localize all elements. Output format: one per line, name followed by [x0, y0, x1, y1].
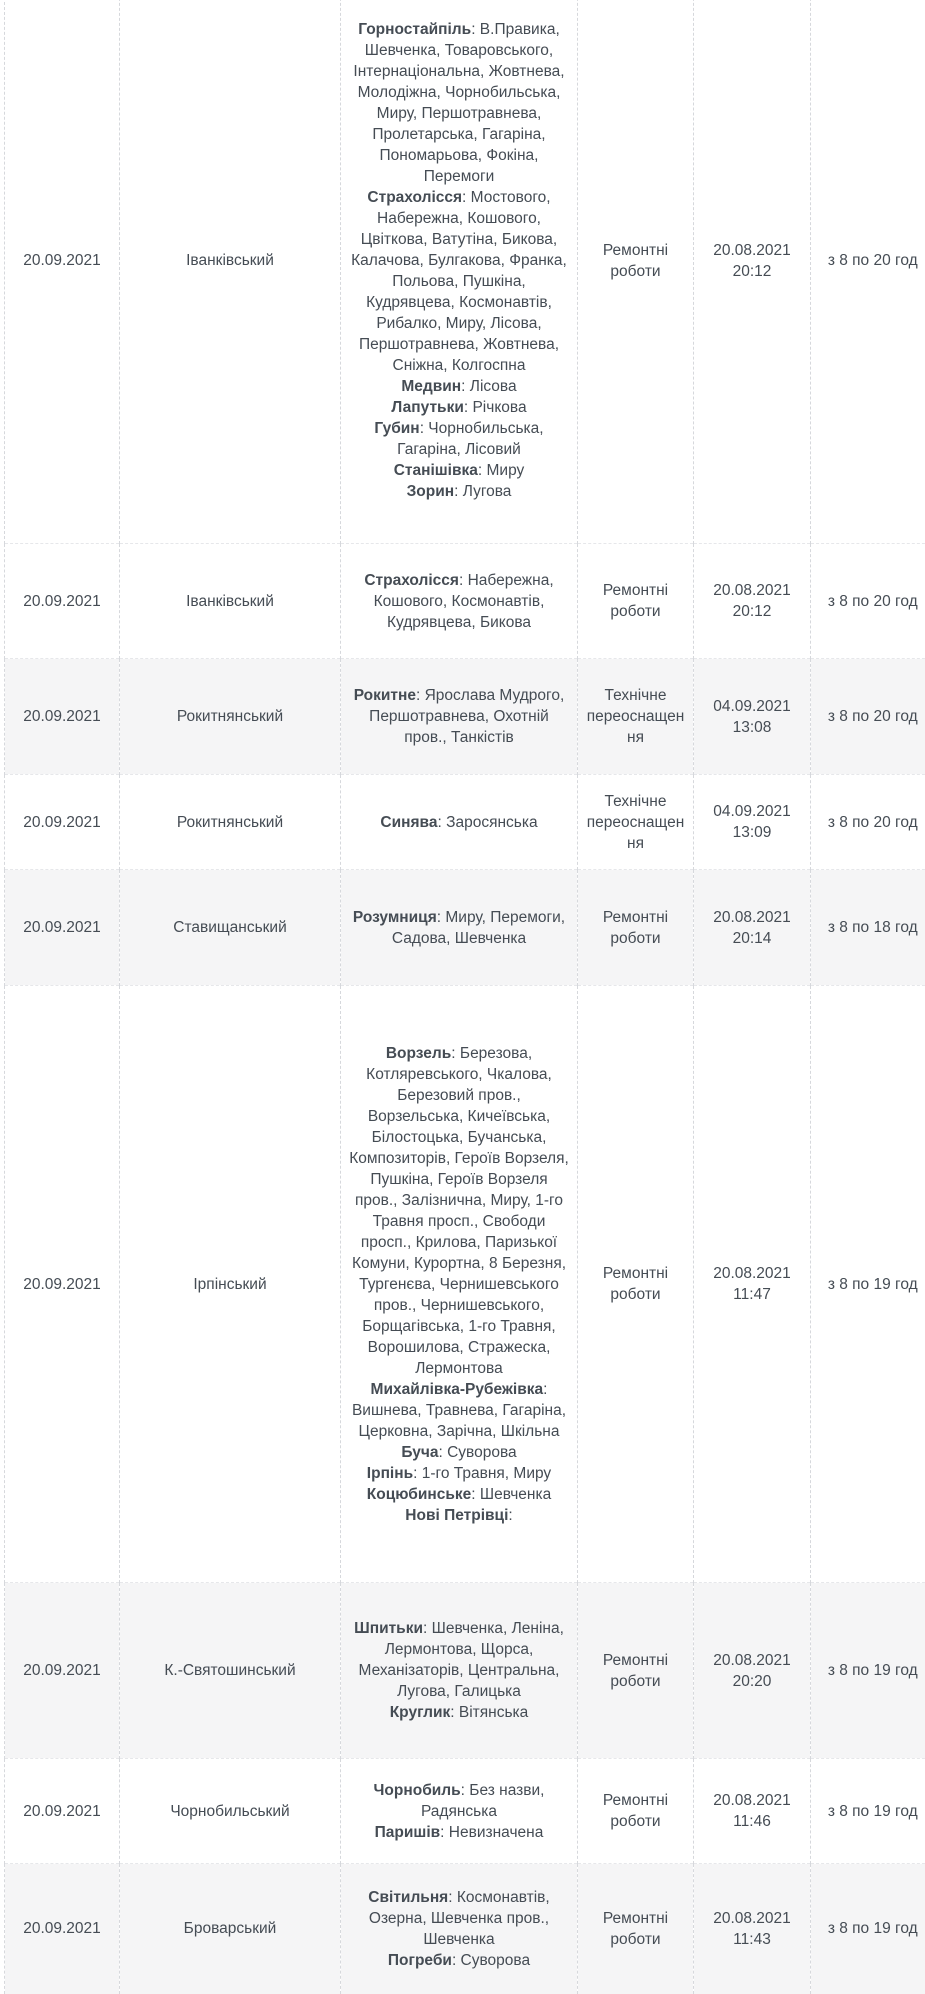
- table-row: [5, 870, 925, 986]
- cell-district: Іванківський: [120, 544, 341, 659]
- cell-streets: [341, 870, 578, 986]
- street-group: Нові Петрівці:: [349, 1505, 569, 1526]
- cell-work-type: Ремонтні роботи: [578, 986, 694, 1583]
- street-group: Чорнобиль: Без назви, Радянська: [349, 1780, 569, 1822]
- cell-work-type: Ремонтні роботи: [578, 1864, 694, 1994]
- locality-name: Світильня: [368, 1889, 448, 1906]
- cell-hours: з 8 по 20 год: [811, 544, 925, 659]
- cell-streets: [341, 986, 578, 1583]
- outage-schedule-table: [4, 0, 925, 1994]
- street-group: Страхолісся: Мостового, Набережна, Кошового, Цвіткова, Ватутіна, Бикова, Калачова, Булгакова, Франка, Польова, Пушкіна, Кудрявцева, Космонавтів, Рибалко, Миру, Лісова, Першотравнева, Жовтнева, Сніжна, Колгоспна: [349, 187, 569, 376]
- cell-logged-at: 20.08.2021 20:12: [694, 544, 811, 659]
- cell-work-type: Ремонтні роботи: [578, 0, 694, 544]
- street-group: Шпитьки: Шевченка, Леніна, Лермонтова, Щорса, Механізаторів, Центральна, Лугова, Галицька: [349, 1618, 569, 1702]
- street-group: Зорин: Лугова: [349, 481, 569, 502]
- street-group: Медвин: Лісова: [349, 376, 569, 397]
- street-group: Михайлівка-Рубежівка: Вишнева, Травнева, Гагаріна, Церковна, Зарічна, Шкільна: [349, 1379, 569, 1442]
- cell-work-type: Технічне переоснащення: [578, 659, 694, 775]
- street-group: Круглик: Вітянська: [349, 1702, 569, 1723]
- cell-logged-at: 04.09.2021 13:09: [694, 775, 811, 870]
- cell-hours: з 8 по 19 год: [811, 1759, 925, 1864]
- cell-logged-at: 20.08.2021 11:47: [694, 986, 811, 1583]
- table-row: [5, 0, 925, 544]
- table-row: [5, 1759, 925, 1864]
- cell-district: К.-Святошинський: [120, 1583, 341, 1759]
- street-group: Страхолісся: Набережна, Кошового, Космонавтів, Кудрявцева, Бикова: [349, 570, 569, 633]
- street-group: Лапутьки: Річкова: [349, 397, 569, 418]
- street-group: Розумниця: Миру, Перемоги, Садова, Шевченка: [349, 907, 569, 949]
- street-group: Горностайпіль: В.Правика, Шевченка, Товаровського, Інтернаціональна, Жовтнева, Молодіжна, Чорнобильська, Миру, Першотравнева, Пролетарська, Гагаріна, Пономарьова, Фокіна, Перемоги: [349, 19, 569, 187]
- cell-logged-at: 20.08.2021 11:43: [694, 1864, 811, 1994]
- street-group: Погреби: Суворова: [349, 1950, 569, 1971]
- street-group: Буча: Суворова: [349, 1442, 569, 1463]
- cell-streets: [341, 775, 578, 870]
- cell-outage-date: 20.09.2021: [5, 870, 120, 986]
- cell-hours: з 8 по 18 год: [811, 870, 925, 986]
- cell-outage-date: 20.09.2021: [5, 544, 120, 659]
- locality-name: Горностайпіль: [358, 21, 471, 38]
- table-row: [5, 986, 925, 1583]
- cell-district: Рокитнянський: [120, 775, 341, 870]
- locality-name: Страхолісся: [367, 189, 462, 206]
- street-group: Губин: Чорнобильська, Гагаріна, Лісовий: [349, 418, 569, 460]
- cell-work-type: Ремонтні роботи: [578, 1583, 694, 1759]
- cell-outage-date: 20.09.2021: [5, 0, 120, 544]
- cell-hours: з 8 по 19 год: [811, 1583, 925, 1759]
- street-group: Станішівка: Миру: [349, 460, 569, 481]
- cell-district: Рокитнянський: [120, 659, 341, 775]
- cell-logged-at: 04.09.2021 13:08: [694, 659, 811, 775]
- street-group: Ворзель: Березова, Котляревського, Чкалова, Березовий пров., Ворзельська, Кичеївська, Білостоцька, Бучанська, Композиторів, Героїв Ворзеля, Пушкіна, Героїв Ворзеля пров., Залізнична, Миру, 1-го Травня просп., Свободи просп., Крилова, Паризької Комуни, Курортна, 8 Березня, Тургенєва, Чернишевського пров., Чернишевського, Борщагівська, 1-го Травня, Ворошилова, Стражеска, Лермонтова: [349, 1043, 569, 1379]
- cell-hours: з 8 по 19 год: [811, 1864, 925, 1994]
- cell-streets: [341, 0, 578, 544]
- cell-district: Іванківський: [120, 0, 341, 544]
- locality-name: Буча: [401, 1444, 438, 1461]
- cell-logged-at: 20.08.2021 11:46: [694, 1759, 811, 1864]
- street-group: Синява: Заросянська: [349, 812, 569, 833]
- street-group: Ірпінь: 1-го Травня, Миру: [349, 1463, 569, 1484]
- table-row: [5, 1583, 925, 1759]
- cell-streets: [341, 1583, 578, 1759]
- cell-streets: [341, 1759, 578, 1864]
- locality-name: Зорин: [407, 483, 455, 500]
- locality-name: Губин: [374, 420, 419, 437]
- outage-table-body: [5, 0, 925, 1994]
- cell-outage-date: 20.09.2021: [5, 986, 120, 1583]
- locality-name: Шпитьки: [354, 1620, 423, 1637]
- locality-name: Погреби: [388, 1952, 452, 1969]
- locality-name: Страхолісся: [364, 572, 459, 589]
- locality-name: Михайлівка-Рубежівка: [371, 1381, 544, 1398]
- locality-name: Лапутьки: [391, 399, 463, 416]
- cell-hours: з 8 по 20 год: [811, 775, 925, 870]
- locality-name: Нові Петрівці: [405, 1507, 508, 1524]
- street-group: Коцюбинське: Шевченка: [349, 1484, 569, 1505]
- cell-work-type: Технічне переоснащення: [578, 775, 694, 870]
- cell-district: Ірпінський: [120, 986, 341, 1583]
- locality-name: Коцюбинське: [367, 1486, 471, 1503]
- locality-name: Чорнобиль: [374, 1782, 461, 1799]
- cell-outage-date: 20.09.2021: [5, 1864, 120, 1994]
- street-group: Рокитне: Ярослава Мудрого, Першотравнева, Охотній пров., Танкістів: [349, 685, 569, 748]
- cell-logged-at: 20.08.2021 20:14: [694, 870, 811, 986]
- table-row: [5, 544, 925, 659]
- table-row: [5, 659, 925, 775]
- cell-streets: [341, 659, 578, 775]
- table-row: [5, 775, 925, 870]
- street-group: Паришів: Невизначена: [349, 1822, 569, 1843]
- locality-name: Ірпінь: [367, 1465, 413, 1482]
- cell-outage-date: 20.09.2021: [5, 659, 120, 775]
- cell-hours: з 8 по 20 год: [811, 0, 925, 544]
- cell-logged-at: 20.08.2021 20:12: [694, 0, 811, 544]
- cell-district: Ставищанський: [120, 870, 341, 986]
- locality-name: Розумниця: [353, 909, 437, 926]
- cell-district: Чорнобильський: [120, 1759, 341, 1864]
- cell-outage-date: 20.09.2021: [5, 775, 120, 870]
- locality-name: Синява: [380, 814, 437, 831]
- cell-streets: [341, 544, 578, 659]
- cell-hours: з 8 по 19 год: [811, 986, 925, 1583]
- table-row: [5, 1864, 925, 1994]
- street-group: Світильня: Космонавтів, Озерна, Шевченка пров., Шевченка: [349, 1887, 569, 1950]
- cell-logged-at: 20.08.2021 20:20: [694, 1583, 811, 1759]
- cell-outage-date: 20.09.2021: [5, 1759, 120, 1864]
- locality-name: Станішівка: [394, 462, 478, 479]
- cell-work-type: Ремонтні роботи: [578, 870, 694, 986]
- locality-name: Рокитне: [354, 687, 416, 704]
- cell-streets: [341, 1864, 578, 1994]
- cell-work-type: Ремонтні роботи: [578, 544, 694, 659]
- cell-hours: з 8 по 20 год: [811, 659, 925, 775]
- locality-name: Круглик: [390, 1704, 451, 1721]
- locality-name: Паришів: [375, 1824, 441, 1841]
- cell-district: Броварський: [120, 1864, 341, 1994]
- cell-outage-date: 20.09.2021: [5, 1583, 120, 1759]
- locality-name: Ворзель: [386, 1045, 451, 1062]
- locality-name: Медвин: [401, 378, 461, 395]
- cell-work-type: Ремонтні роботи: [578, 1759, 694, 1864]
